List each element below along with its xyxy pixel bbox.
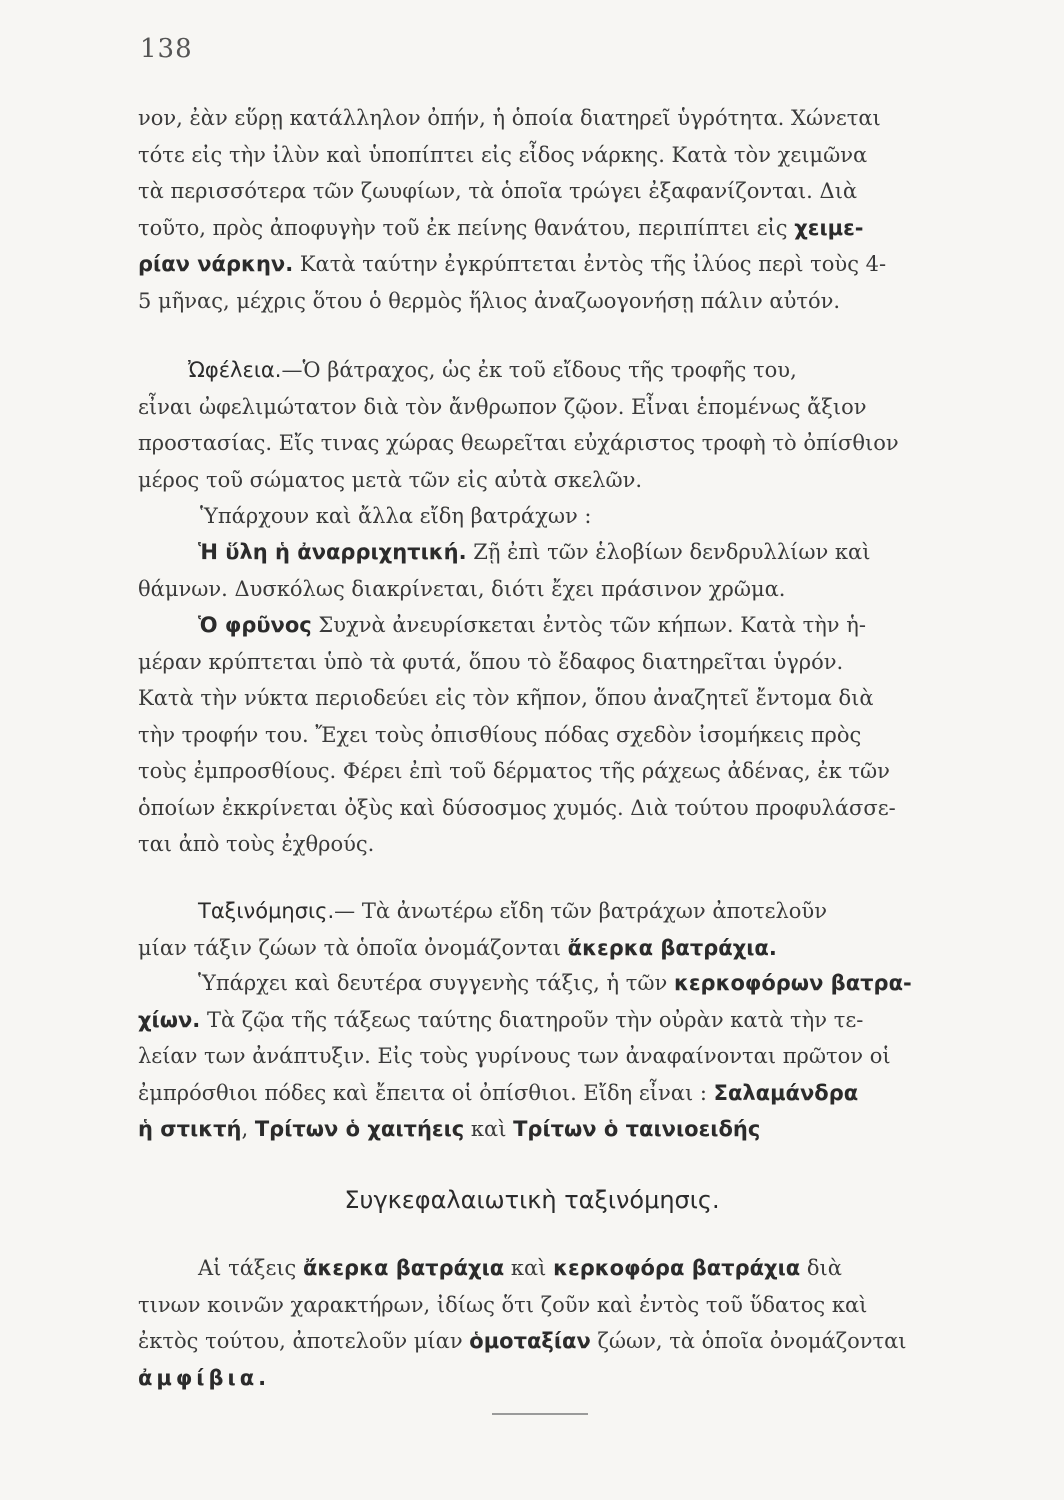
divider xyxy=(492,1413,588,1415)
page-number: 138 xyxy=(140,34,193,64)
text-line: λείαν των ἀνάπτυξιν. Εἰς τοὺς γυρίνους των ἀναφαίνονται πρῶτον οἱ xyxy=(138,1044,891,1068)
text-run: καὶ xyxy=(504,1256,554,1280)
term-tree-frog: Ἡ ὕλη ἡ ἀναρριχητική. xyxy=(198,540,467,564)
text-line: τινων κοινῶν χαρακτήρων, ἰδίως ὅτι ζοῦν καὶ ἐντὸς τοῦ ὕδατος καὶ xyxy=(138,1292,868,1317)
text-line xyxy=(138,534,938,571)
text-line: νον, ἐὰν εὕρῃ κατάλληλον ὀπήν, ἡ ὁποία διατηρεῖ ὑγρότητα. Χώνεται xyxy=(138,106,881,130)
text-run: ἐκτὸς τούτου, ἀποτελοῦν μίαν xyxy=(138,1329,470,1353)
text-line xyxy=(138,352,938,389)
text-line: ὁποίων ἐκκρίνεται ὀξὺς καὶ δύσοσμος χυμός. Διὰ τούτου προφυλάσσε- xyxy=(138,795,896,820)
text-line: ται ἀπὸ τοὺς ἐχθρούς. xyxy=(138,832,375,856)
paragraph-other-species xyxy=(200,498,1000,535)
text-run: Συχνὰ ἀνευρίσκεται ἐντὸς τῶν κήπων. Κατὰ τὴν ἡ- xyxy=(311,613,866,637)
text-line xyxy=(138,893,938,930)
paragraph-usefulness xyxy=(138,352,938,498)
term-smooth-newt: Τρίτων ὁ ταινιοειδής xyxy=(513,1117,761,1141)
paragraph-hibernation xyxy=(138,100,938,319)
term-superclass: ὁμοταξίαν xyxy=(469,1329,591,1353)
text-line xyxy=(138,1360,938,1397)
text-line: 5 μῆνας, μέχρις ὅτου ὁ θερμὸς ἥλιος ἀναζωογονήσῃ πάλιν αὐτόν. xyxy=(138,288,841,313)
text-run: —Ὁ βάτραχος, ὡς ἐκ τοῦ εἴδους τῆς τροφῆς του, xyxy=(281,358,797,382)
section-heading: Συγκεφαλαιωτικὴ ταξινόμησις. xyxy=(344,1186,720,1214)
text-line xyxy=(138,246,938,283)
text-run: Αἱ τάξεις xyxy=(198,1256,303,1280)
text-line xyxy=(138,607,938,644)
term-salamander: Σαλαμάνδρα xyxy=(713,1080,859,1105)
text-line xyxy=(138,1075,938,1112)
term-classification: Ταξινόμησις. xyxy=(198,899,335,923)
term-winter-numbness: χειμε- xyxy=(794,215,864,240)
text-line: μέραν κρύπτεται ὑπὸ τὰ φυτά, ὅπου τὸ ἔδαφος διατηρεῖται ὑγρόν. xyxy=(138,649,844,674)
text-line: τοὺς ἐμπροσθίους. Φέρει ἐπὶ τοῦ δέρματος τῆς ράχεως ἀδένας, ἐκ τῶν xyxy=(138,759,890,783)
paragraph-tailed-amphibians xyxy=(138,965,938,1148)
paragraph-classification xyxy=(138,893,938,966)
text-run: ἐμπρόσθιοι πόδες καὶ ἔπειτα οἱ ὀπίσθιοι. Εἴδη εἶναι : xyxy=(138,1080,714,1105)
term-tailless-amphibians: ἄκερκα βατράχια. xyxy=(567,935,777,960)
text-line: τότε εἰς τὴν ἰλὺν καὶ ὑποπίπτει εἰς εἶδος νάρκης. Κατὰ τὸν χειμῶνα xyxy=(138,142,868,167)
text-run: , xyxy=(241,1117,255,1141)
text-run: διὰ xyxy=(800,1256,842,1280)
text-line xyxy=(138,210,938,247)
term-tailed-amphibians: κερκοφόρων βατρα- xyxy=(673,971,912,995)
text-line: θάμνων. Δυσκόλως διακρίνεται, διότι ἔχει πράσινον χρῶμα. xyxy=(138,576,786,601)
text-line: Ὑπάρχουν καὶ ἄλλα εἴδη βατράχων : xyxy=(200,504,592,528)
term-salamander-end: ἡ στικτή xyxy=(138,1117,242,1141)
term-tailed-amphibians-end: χίων. xyxy=(138,1007,201,1032)
text-run: Κατὰ ταύτην ἐγκρύπτεται ἐντὸς τῆς ἰλύος περὶ τοὺς 4- xyxy=(293,252,887,276)
text-run: μίαν τάξιν ζώων τὰ ὁποῖα ὀνομάζονται xyxy=(138,935,568,960)
text-run: καὶ xyxy=(464,1117,514,1141)
text-line xyxy=(138,1111,938,1148)
text-run: ζώων, τὰ ὁποῖα ὀνομάζονται xyxy=(590,1329,907,1353)
term-amphibians: ἀμφίβια. xyxy=(138,1365,271,1390)
text-line xyxy=(138,930,938,967)
text-run: Ὑπάρχει καὶ δευτέρα συγγενὴς τάξις, ἡ τῶν xyxy=(198,971,674,995)
term-crested-newt: Τρίτων ὁ χαιτήεις xyxy=(254,1117,465,1141)
term-usefulness: Ὠφέλεια. xyxy=(188,358,282,382)
text-line: Κατὰ τὴν νύκτα περιοδεύει εἰς τὸν κῆπον, ὅπου ἀναζητεῖ ἔντομα διὰ xyxy=(138,686,874,710)
term-tailless: ἄκερκα βατράχια xyxy=(303,1256,505,1280)
text-line xyxy=(138,965,938,1002)
text-run: Ζῇ ἐπὶ τῶν ἑλοβίων δενδρυλλίων καὶ xyxy=(466,540,871,564)
text-run: — Τὰ ἀνωτέρω εἴδη τῶν βατράχων ἀποτελοῦν xyxy=(334,899,827,923)
term-toad: Ὁ φρῦνος xyxy=(198,613,312,637)
paragraph-summary xyxy=(138,1250,938,1396)
text-run: τοῦτο, πρὸς ἀποφυγὴν τοῦ ἐκ πείνης θανάτου, περιπίπτει εἰς xyxy=(138,215,795,240)
text-line xyxy=(138,1002,938,1039)
text-line: προστασίας. Εἴς τινας χώρας θεωρεῖται εὐχάριστος τροφὴ τὸ ὀπίσθιον xyxy=(138,431,899,455)
text-line: τὰ περισσότερα τῶν ζωυφίων, τὰ ὁποῖα τρώγει ἐξαφανίζονται. Διὰ xyxy=(138,179,858,203)
text-line xyxy=(138,1323,938,1360)
term-winter-numbness-end: ρίαν νάρκην. xyxy=(138,252,294,276)
text-run: Τὰ ζῷα τῆς τάξεως ταύτης διατηροῦν τὴν οὐρὰν κατὰ τὴν τε- xyxy=(200,1007,864,1032)
text-line xyxy=(138,1250,938,1287)
paragraph-toad xyxy=(138,607,938,863)
text-line: μέρος τοῦ σώματος μετὰ τῶν εἰς αὐτὰ σκελῶν. xyxy=(138,467,643,492)
text-line: τὴν τροφήν του. Ἔχει τοὺς ὀπισθίους πόδας σχεδὸν ἰσομήκεις πρὸς xyxy=(138,722,862,747)
term-tailed: κερκοφόρα βατράχια xyxy=(553,1256,801,1280)
paragraph-tree-frog xyxy=(138,534,938,607)
text-line: εἶναι ὠφελιμώτατον διὰ τὸν ἄνθρωπον ζῷον. Εἶναι ἑπομένως ἄξιον xyxy=(138,394,867,419)
